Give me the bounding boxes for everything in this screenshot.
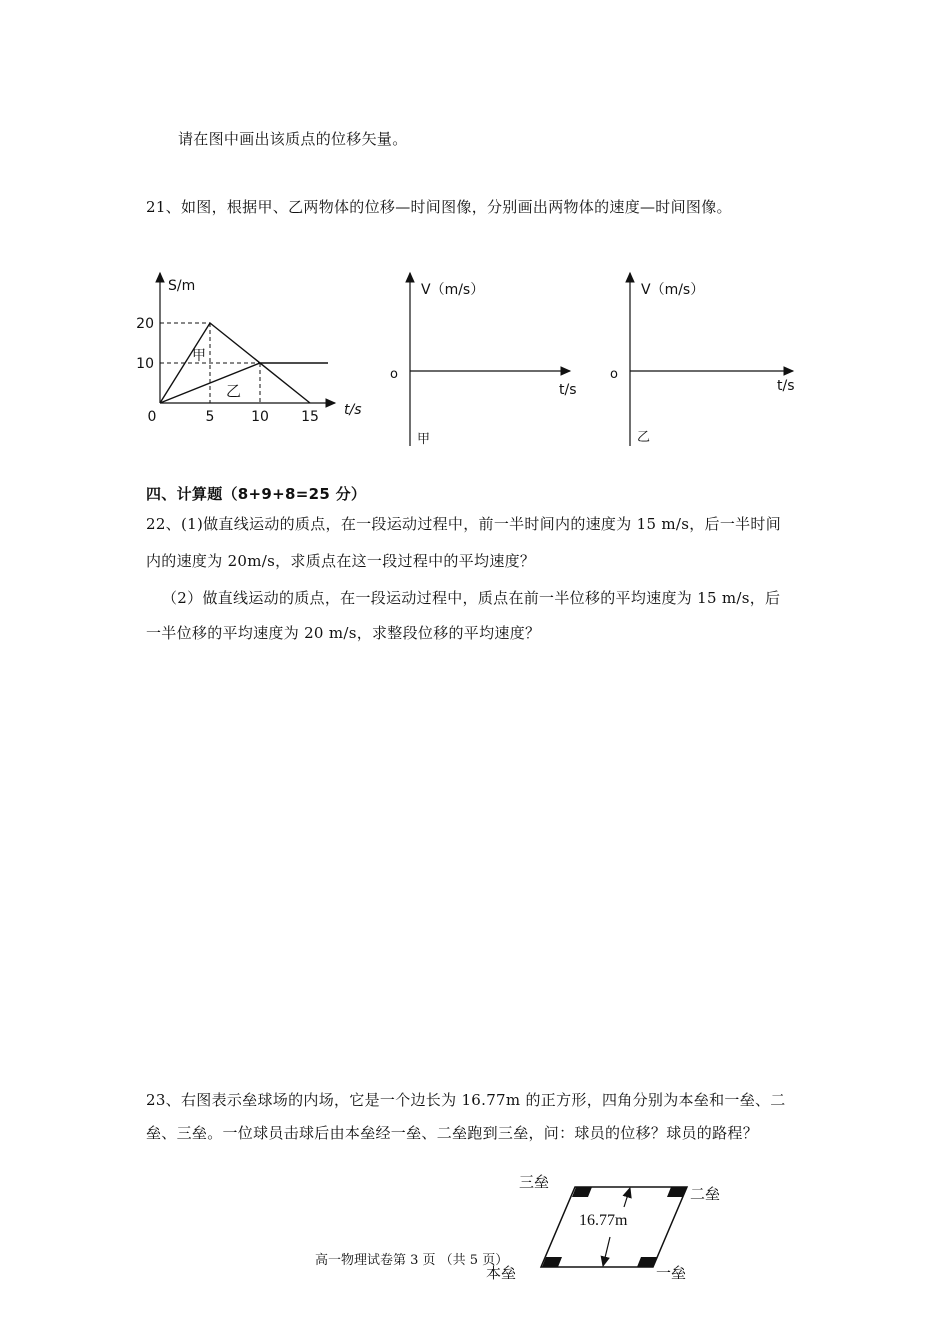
st-x-label: t/s: [344, 402, 362, 418]
vt-yi-origin: o: [610, 367, 618, 382]
q22-part2-line2: 一半位移的平均速度为 20 m/s，求整段位移的平均速度？: [146, 624, 541, 642]
dimension-arrow-top: [624, 1188, 630, 1207]
q20-instruction: 请在图中画出该质点的位移矢量。: [178, 130, 408, 148]
st-x-tick-0: 0: [147, 409, 157, 425]
home-plate-label: 本垒: [486, 1264, 517, 1282]
st-x-tick-15: 15: [301, 409, 319, 425]
vt-yi-y-label: V（m/s）: [641, 282, 705, 298]
first-base-label: 一垒: [656, 1264, 687, 1282]
q21-text: 21、如图，根据甲、乙两物体的位移—时间图像，分别画出两物体的速度—时间图像。: [146, 198, 732, 216]
vt-graph-yi: [605, 268, 805, 448]
vt-yi-x-label: t/s: [777, 378, 795, 394]
page-footer: 高一物理试卷第 3 页 （共 5 页）: [315, 1253, 509, 1268]
dimension-arrow-bottom: [603, 1237, 610, 1266]
st-y-tick-20: 20: [136, 316, 154, 332]
q22-part2-line1: （2）做直线运动的质点，在一段运动过程中，质点在前一半位移的平均速度为 15 m/s，后: [162, 589, 781, 607]
side-length-label: 16.77m: [579, 1212, 628, 1229]
q23-line2: 垒、三垒。一位球员击球后由本垒经一垒、二垒跑到三垒，问：球员的位移？球员的路程？: [146, 1124, 759, 1142]
vt-jia-origin: o: [390, 367, 398, 382]
vt-jia-name: 甲: [417, 432, 431, 447]
st-x-tick-5: 5: [205, 409, 215, 425]
second-base-label: 二垒: [690, 1185, 721, 1203]
vt-jia-x-label: t/s: [559, 382, 577, 398]
st-y-label: S/m: [168, 278, 196, 294]
st-label-jia: 甲: [192, 348, 206, 364]
q22-part1-line1: 22、(1)做直线运动的质点，在一段运动过程中，前一半时间内的速度为 15 m/s，后一半时间: [146, 515, 782, 533]
vt-jia-y-label: V（m/s）: [421, 282, 485, 298]
st-graph: [136, 268, 370, 428]
q22-part1-line2: 内的速度为 20m/s，求质点在这一段过程中的平均速度？: [146, 552, 536, 570]
section-4-title: 四、计算题（8+9+8=25 分）: [146, 485, 367, 503]
q23-line1: 23、右图表示垒球场的内场，它是一个边长为 16.77m 的正方形，四角分别为本垒和一垒、二: [146, 1091, 786, 1109]
vt-yi-name: 乙: [637, 430, 651, 445]
st-label-yi: 乙: [226, 382, 242, 400]
vt-graph-jia: [385, 268, 585, 448]
st-x-tick-10: 10: [251, 409, 269, 425]
third-base-label: 三垒: [519, 1173, 550, 1191]
st-y-tick-10: 10: [136, 356, 154, 372]
